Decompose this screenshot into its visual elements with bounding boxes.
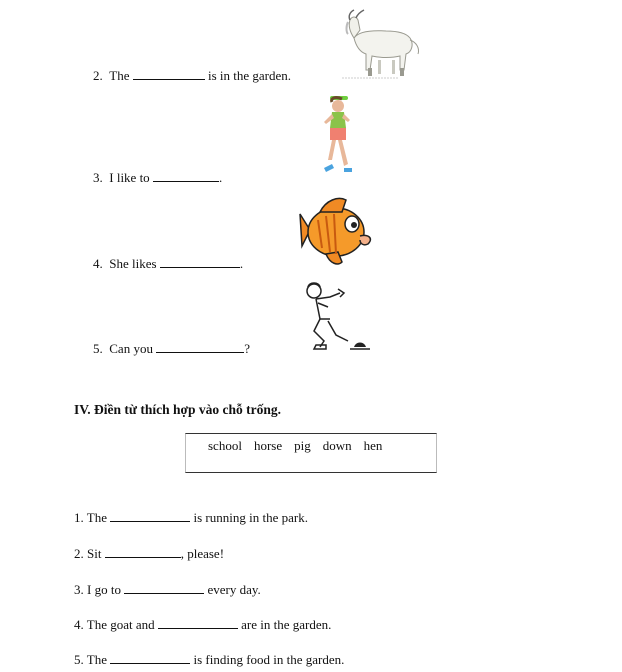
- item-number: 5.: [74, 652, 84, 667]
- fill-item-5: [74, 652, 344, 668]
- exercise-item-2: [93, 68, 291, 84]
- goat-icon: [340, 4, 425, 80]
- item-text-before: The goat and: [86, 617, 155, 632]
- item-text-after: is finding food in the garden.: [193, 652, 345, 667]
- answer-blank[interactable]: [110, 510, 190, 522]
- item-text-before: Can you: [109, 341, 153, 356]
- item-text-before: Sit: [87, 546, 102, 561]
- item-number: 2.: [93, 68, 103, 83]
- item-text-before: The: [109, 68, 130, 83]
- fill-item-1: [74, 510, 308, 526]
- item-number: 2.: [74, 546, 84, 561]
- item-text-after: , please!: [180, 546, 225, 561]
- exercise-item-5: [93, 341, 250, 357]
- item-number: 5.: [93, 341, 103, 356]
- word-down: down: [322, 438, 352, 453]
- item-number: 1.: [74, 510, 84, 525]
- item-text-before: The: [86, 652, 107, 667]
- item-number: 4.: [74, 617, 84, 632]
- item-text-after: are in the garden.: [241, 617, 332, 632]
- word-bank: [185, 433, 437, 473]
- answer-blank[interactable]: [160, 256, 240, 268]
- word-bank-list: [208, 438, 394, 454]
- item-text-after: .: [239, 256, 244, 271]
- answer-blank[interactable]: [156, 341, 244, 353]
- word-horse: horse: [253, 438, 283, 453]
- item-text-after: every day.: [207, 582, 261, 597]
- fish-icon: [298, 194, 376, 268]
- item-number: 3.: [93, 170, 103, 185]
- running-boy-icon: [300, 279, 376, 357]
- answer-blank[interactable]: [153, 170, 219, 182]
- section-heading: IV. Điền từ thích hợp vào chỗ trống.: [74, 402, 281, 417]
- fill-item-2: [74, 546, 224, 562]
- item-text-after: is running in the park.: [193, 510, 308, 525]
- item-text-after: is in the garden.: [207, 68, 292, 83]
- item-text-before: I go to: [87, 582, 121, 597]
- item-number: 4.: [93, 256, 103, 271]
- item-text-before: The: [86, 510, 107, 525]
- exercise-item-3: [93, 170, 222, 186]
- item-number: 3.: [74, 582, 84, 597]
- item-text-after: ?: [244, 341, 250, 356]
- jogging-woman-icon: [318, 94, 358, 180]
- answer-blank[interactable]: [133, 68, 205, 80]
- answer-blank[interactable]: [105, 546, 181, 558]
- fill-item-3: [74, 582, 261, 598]
- word-school: school: [208, 438, 242, 453]
- fill-item-4: [74, 617, 331, 633]
- answer-blank[interactable]: [158, 617, 238, 629]
- exercise-item-4: [93, 256, 243, 272]
- word-pig: pig: [294, 438, 311, 453]
- item-text-after: .: [218, 170, 223, 185]
- item-text-before: I like to: [109, 170, 150, 185]
- answer-blank[interactable]: [124, 582, 204, 594]
- answer-blank[interactable]: [110, 652, 190, 664]
- word-hen: hen: [363, 438, 383, 453]
- item-text-before: She likes: [109, 256, 157, 271]
